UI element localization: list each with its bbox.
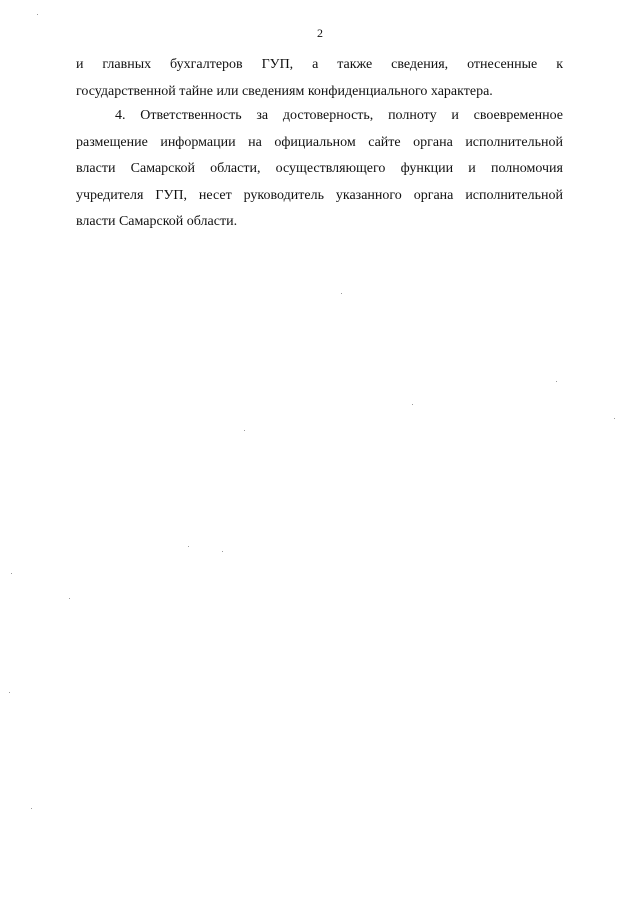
scan-speck [222, 551, 223, 552]
scan-speck [188, 546, 189, 547]
scan-speck [341, 293, 342, 294]
scan-speck [244, 430, 245, 431]
paragraph-line: власти Самарской области. [76, 214, 238, 229]
paragraph-continuation [76, 52, 563, 105]
paragraph-line: государственной тайне или сведениям конфиденциального характера. [76, 83, 493, 99]
scan-speck [69, 598, 70, 599]
page-number: 2 [317, 26, 323, 40]
scan-speck [37, 14, 38, 15]
paragraph-line: и главных бухгалтеров ГУП, а также сведения, отнесенные к [76, 57, 563, 72]
scan-speck [556, 381, 557, 382]
scan-speck [9, 692, 10, 693]
paragraph-line: размещение информации на официальном сайте органа исполнительной [76, 134, 563, 150]
scan-speck [412, 404, 413, 405]
scan-speck [614, 418, 615, 419]
paragraph-line: учредителя ГУП, несет руководитель указанного органа исполнительной [76, 187, 563, 203]
paragraph-line: 4. Ответственность за достоверность, полноту и своевременное [115, 108, 563, 123]
scan-speck [11, 573, 12, 574]
paragraph-line: власти Самарской области, осуществляющего функции и полномочия [76, 161, 563, 176]
paragraph-item-4 [76, 103, 563, 236]
scan-speck [31, 808, 32, 809]
